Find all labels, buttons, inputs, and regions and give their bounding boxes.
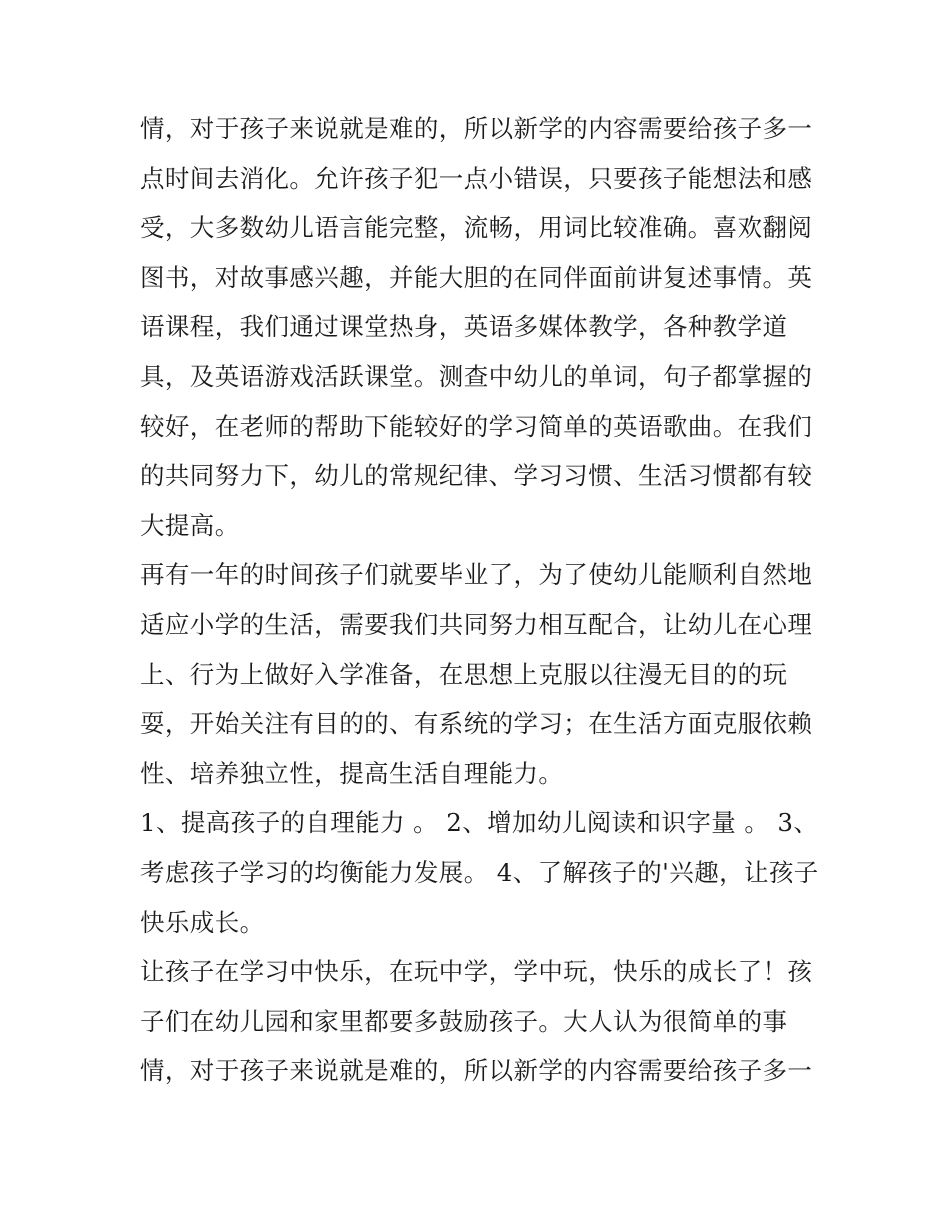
- text-line: 耍，开始关注有目的的、有系统的学习；在生活方面克服依赖: [140, 709, 813, 739]
- text-line: 较好，在老师的帮助下能较好的学习简单的英语歌曲。在我们: [140, 411, 813, 441]
- text-line: 图书，对故事感兴趣，并能大胆的在同伴面前讲复述事情。英: [140, 262, 813, 292]
- text-line: 情，对于孩子来说就是难的，所以新学的内容需要给孩子多一: [140, 114, 813, 143]
- text-line: 大提高。: [140, 510, 240, 540]
- body-text: [140, 104, 820, 1096]
- text-line: 适应小学的生活，需要我们共同努力相互配合，让幼儿在心理: [140, 609, 813, 639]
- text-line: 性、培养独立性，提高生活自理能力。: [140, 758, 564, 788]
- text-line: 考虑孩子学习的均衡能力发展。 4、了解孩子的'兴趣，让孩子: [140, 857, 819, 887]
- text-line: 点时间去消化。允许孩子犯一点小错误，只要孩子能想法和感: [140, 163, 813, 193]
- text-line: 具，及英语游戏活跃课堂。测查中幼儿的单词，句子都掌握的: [140, 361, 813, 391]
- text-line: 情，对于孩子来说就是难的，所以新学的内容需要给孩子多一: [140, 1056, 813, 1086]
- text-line: 让孩子在学习中快乐，在玩中学，学中玩，快乐的成长了！孩: [140, 957, 813, 987]
- text-line: 语课程，我们通过课堂热身，英语多媒体教学，各种教学道: [140, 312, 788, 342]
- text-line: 受，大多数幼儿语言能完整，流畅，用词比较准确。喜欢翻阅: [140, 213, 813, 243]
- text-line: 快乐成长。: [140, 907, 265, 937]
- text-line: 1、提高孩子的自理能力 。 2、增加幼儿阅读和识字量 。 3、: [140, 808, 819, 838]
- text-line: 上、行为上做好入学准备，在思想上克服以往漫无目的的玩: [140, 659, 788, 689]
- text-line: 的共同努力下，幼儿的常规纪律、学习习惯、生活习惯都有较: [140, 461, 813, 491]
- text-line: 再有一年的时间孩子们就要毕业了，为了使幼儿能顺利自然地: [140, 560, 813, 590]
- text-line: 子们在幼儿园和家里都要多鼓励孩子。大人认为很简单的事: [140, 1006, 788, 1036]
